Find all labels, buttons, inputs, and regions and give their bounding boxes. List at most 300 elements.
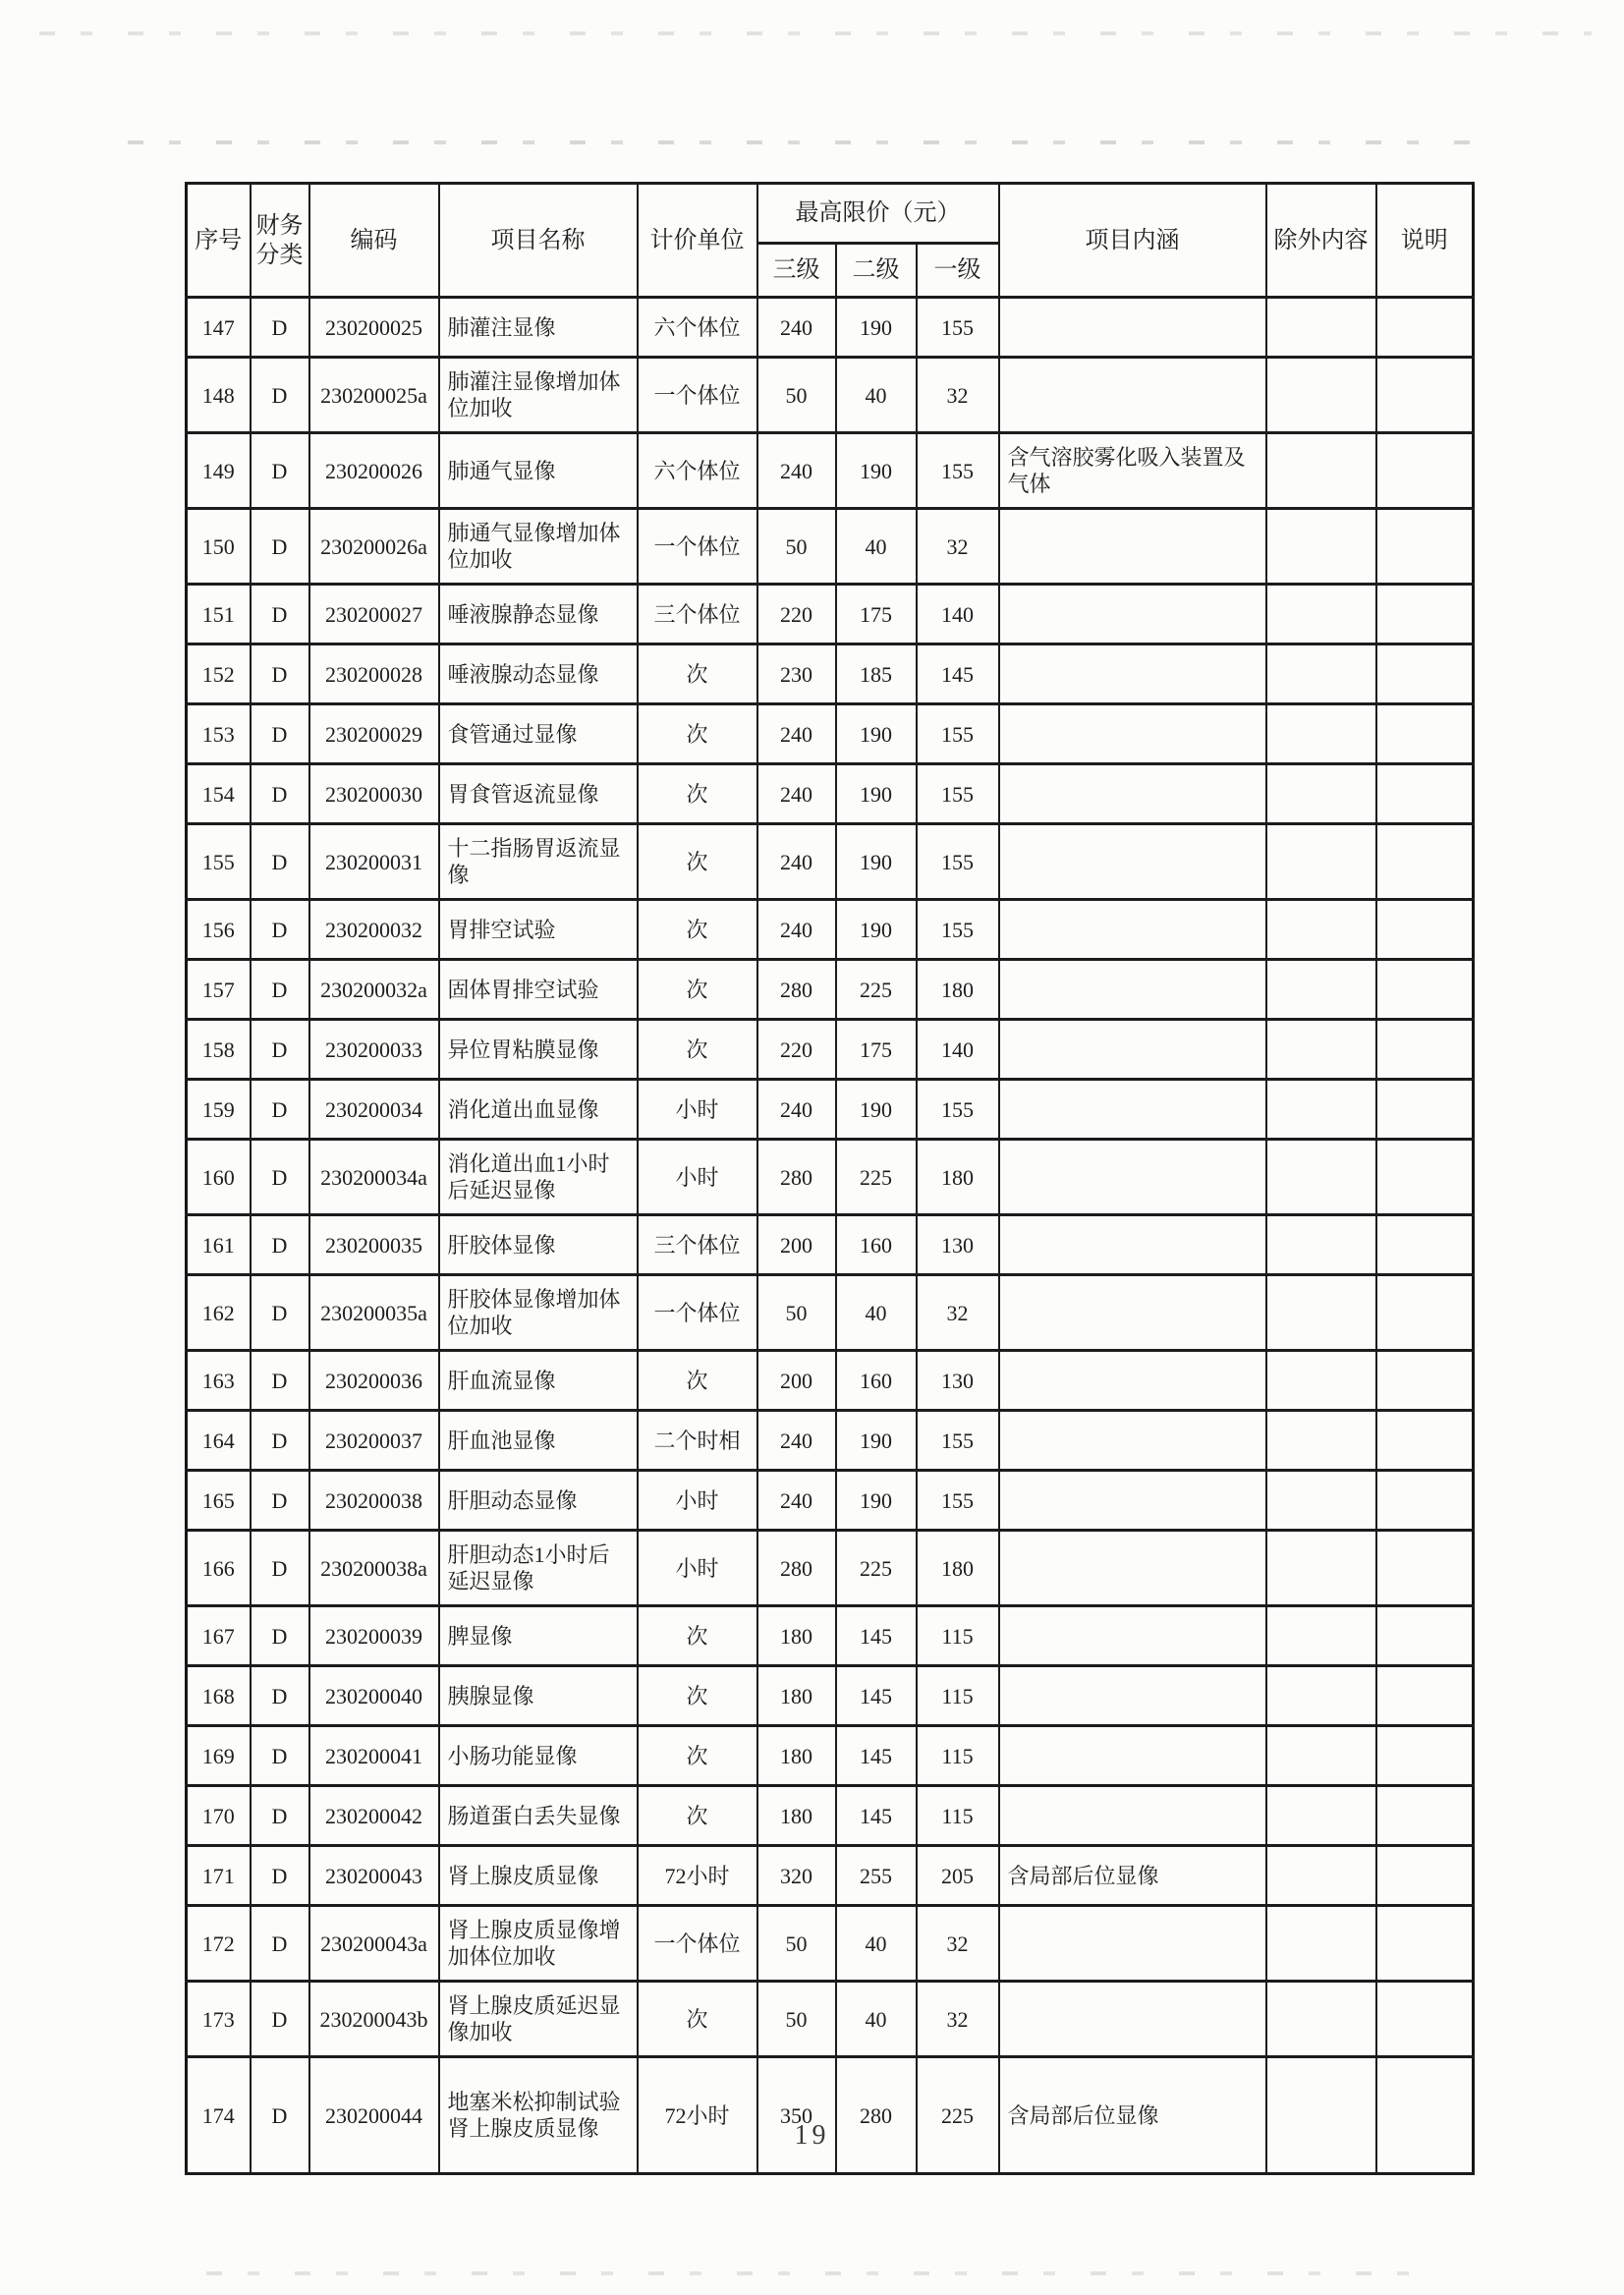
cell-remark: [1376, 585, 1474, 644]
cell-finance-class: D: [251, 900, 309, 960]
cell-serial: 147: [187, 298, 251, 358]
cell-item-name: 胰腺显像: [439, 1666, 638, 1726]
cell-item-content: [999, 960, 1266, 1020]
cell-item-content: [999, 1020, 1266, 1080]
cell-exclusions: [1266, 1080, 1376, 1140]
header-code: 编码: [309, 184, 439, 298]
cell-price-tier2: 225: [836, 960, 917, 1020]
cell-unit: 次: [638, 704, 757, 764]
cell-item-name: 肝血流显像: [439, 1351, 638, 1411]
cell-item-content: [999, 358, 1266, 433]
table-row: [187, 1351, 1474, 1411]
cell-item-content: 含局部后位显像: [999, 2057, 1266, 2174]
cell-item-name: 胃食管返流显像: [439, 764, 638, 824]
cell-code: 230200043: [309, 1846, 439, 1906]
cell-price-tier2: 190: [836, 764, 917, 824]
cell-serial: 161: [187, 1215, 251, 1275]
cell-serial: 157: [187, 960, 251, 1020]
header-unit: 计价单位: [638, 184, 757, 298]
cell-price-tier2: 145: [836, 1786, 917, 1846]
cell-unit: 次: [638, 1982, 757, 2057]
cell-remark: [1376, 1531, 1474, 1606]
cell-price-tier1: 140: [917, 1020, 999, 1080]
cell-price-tier2: 225: [836, 1531, 917, 1606]
cell-price-tier3: 50: [757, 1906, 836, 1982]
cell-finance-class: D: [251, 1020, 309, 1080]
cell-item-content: [999, 1140, 1266, 1215]
cell-remark: [1376, 900, 1474, 960]
header-tier1: 一级: [917, 244, 999, 298]
cell-serial: 155: [187, 824, 251, 900]
cell-price-tier1: 155: [917, 1080, 999, 1140]
table-row: [187, 900, 1474, 960]
cell-price-tier3: 200: [757, 1351, 836, 1411]
cell-item-content: 含局部后位显像: [999, 1846, 1266, 1906]
cell-exclusions: [1266, 900, 1376, 960]
cell-unit: 72小时: [638, 2057, 757, 2174]
table-row: [187, 1531, 1474, 1606]
header-tier2: 二级: [836, 244, 917, 298]
cell-exclusions: [1266, 1351, 1376, 1411]
cell-unit: 一个体位: [638, 509, 757, 585]
cell-exclusions: [1266, 585, 1376, 644]
cell-exclusions: [1266, 644, 1376, 704]
cell-exclusions: [1266, 433, 1376, 509]
cell-price-tier1: 180: [917, 1140, 999, 1215]
cell-item-content: [999, 1906, 1266, 1982]
cell-remark: [1376, 1411, 1474, 1471]
cell-serial: 159: [187, 1080, 251, 1140]
cell-price-tier3: 280: [757, 1531, 836, 1606]
cell-exclusions: [1266, 1846, 1376, 1906]
cell-unit: 小时: [638, 1471, 757, 1531]
cell-item-content: [999, 298, 1266, 358]
cell-price-tier3: 50: [757, 1982, 836, 2057]
cell-remark: [1376, 704, 1474, 764]
cell-finance-class: D: [251, 1215, 309, 1275]
cell-item-content: [999, 1666, 1266, 1726]
cell-serial: 166: [187, 1531, 251, 1606]
cell-price-tier1: 32: [917, 509, 999, 585]
cell-code: 230200026a: [309, 509, 439, 585]
cell-remark: [1376, 1786, 1474, 1846]
cell-serial: 160: [187, 1140, 251, 1215]
cell-unit: 次: [638, 824, 757, 900]
cell-exclusions: [1266, 1666, 1376, 1726]
cell-serial: 163: [187, 1351, 251, 1411]
cell-code: 230200038a: [309, 1531, 439, 1606]
cell-item-name: 肾上腺皮质显像增加体位加收: [439, 1906, 638, 1982]
cell-price-tier3: 240: [757, 1471, 836, 1531]
cell-code: 230200026: [309, 433, 439, 509]
header-finance-class: 财务分类: [251, 184, 309, 298]
cell-unit: 次: [638, 644, 757, 704]
cell-unit: 一个体位: [638, 1275, 757, 1351]
cell-exclusions: [1266, 1411, 1376, 1471]
cell-unit: 次: [638, 1351, 757, 1411]
cell-item-content: [999, 585, 1266, 644]
cell-finance-class: D: [251, 1080, 309, 1140]
cell-serial: 174: [187, 2057, 251, 2174]
cell-serial: 173: [187, 1982, 251, 2057]
cell-code: 230200040: [309, 1666, 439, 1726]
cell-unit: 72小时: [638, 1846, 757, 1906]
cell-finance-class: D: [251, 298, 309, 358]
cell-exclusions: [1266, 1531, 1376, 1606]
cell-remark: [1376, 644, 1474, 704]
cell-price-tier2: 190: [836, 298, 917, 358]
cell-code: 230200028: [309, 644, 439, 704]
cell-price-tier1: 130: [917, 1351, 999, 1411]
cell-item-content: [999, 704, 1266, 764]
cell-item-name: 胃排空试验: [439, 900, 638, 960]
cell-item-name: 消化道出血1小时后延迟显像: [439, 1140, 638, 1215]
cell-price-tier2: 190: [836, 824, 917, 900]
cell-unit: 六个体位: [638, 433, 757, 509]
cell-item-name: 肝血池显像: [439, 1411, 638, 1471]
cell-serial: 158: [187, 1020, 251, 1080]
cell-remark: [1376, 1215, 1474, 1275]
table-row: [187, 1786, 1474, 1846]
cell-exclusions: [1266, 1606, 1376, 1666]
cell-item-content: 含气溶胶雾化吸入装置及气体: [999, 433, 1266, 509]
table-row: [187, 433, 1474, 509]
cell-remark: [1376, 1606, 1474, 1666]
cell-item-name: 小肠功能显像: [439, 1726, 638, 1786]
cell-price-tier2: 175: [836, 1020, 917, 1080]
cell-serial: 149: [187, 433, 251, 509]
table-row: [187, 1020, 1474, 1080]
cell-unit: 次: [638, 1666, 757, 1726]
cell-price-tier3: 350: [757, 2057, 836, 2174]
cell-remark: [1376, 1020, 1474, 1080]
cell-price-tier2: 40: [836, 1275, 917, 1351]
cell-price-tier1: 115: [917, 1606, 999, 1666]
cell-price-tier1: 180: [917, 960, 999, 1020]
cell-item-name: 食管通过显像: [439, 704, 638, 764]
cell-price-tier1: 155: [917, 824, 999, 900]
header-tier3: 三级: [757, 244, 836, 298]
cell-code: 230200042: [309, 1786, 439, 1846]
cell-item-name: 肝胶体显像增加体位加收: [439, 1275, 638, 1351]
cell-remark: [1376, 1906, 1474, 1982]
cell-price-tier2: 185: [836, 644, 917, 704]
cell-price-tier3: 220: [757, 1020, 836, 1080]
cell-exclusions: [1266, 764, 1376, 824]
cell-item-content: [999, 1606, 1266, 1666]
table-row: [187, 509, 1474, 585]
cell-price-tier3: 180: [757, 1666, 836, 1726]
cell-finance-class: D: [251, 1140, 309, 1215]
cell-price-tier2: 175: [836, 585, 917, 644]
cell-item-name: 肾上腺皮质延迟显像加收: [439, 1982, 638, 2057]
table-row: [187, 298, 1474, 358]
cell-exclusions: [1266, 704, 1376, 764]
cell-price-tier2: 40: [836, 509, 917, 585]
cell-code: 230200043a: [309, 1906, 439, 1982]
cell-price-tier3: 180: [757, 1786, 836, 1846]
cell-price-tier3: 240: [757, 1411, 836, 1471]
table-row: [187, 644, 1474, 704]
cell-unit: 次: [638, 960, 757, 1020]
cell-serial: 151: [187, 585, 251, 644]
cell-remark: [1376, 960, 1474, 1020]
cell-item-name: 肺通气显像: [439, 433, 638, 509]
cell-exclusions: [1266, 2057, 1376, 2174]
cell-remark: [1376, 433, 1474, 509]
cell-price-tier3: 180: [757, 1726, 836, 1786]
header-item-name: 项目名称: [439, 184, 638, 298]
cell-item-name: 肺通气显像增加体位加收: [439, 509, 638, 585]
table-row: [187, 358, 1474, 433]
cell-serial: 170: [187, 1786, 251, 1846]
scan-noise-top: [39, 31, 1592, 35]
header-remark: 说明: [1376, 184, 1474, 298]
cell-price-tier2: 190: [836, 1411, 917, 1471]
cell-serial: 168: [187, 1666, 251, 1726]
cell-finance-class: D: [251, 358, 309, 433]
table-row: [187, 585, 1474, 644]
cell-item-name: 固体胃排空试验: [439, 960, 638, 1020]
cell-code: 230200027: [309, 585, 439, 644]
cell-finance-class: D: [251, 1411, 309, 1471]
table-row: [187, 1411, 1474, 1471]
cell-price-tier3: 320: [757, 1846, 836, 1906]
cell-exclusions: [1266, 1726, 1376, 1786]
table-row: [187, 1846, 1474, 1906]
cell-unit: 次: [638, 1726, 757, 1786]
cell-exclusions: [1266, 1906, 1376, 1982]
table-row: [187, 1982, 1474, 2057]
table-row: [187, 1606, 1474, 1666]
cell-price-tier3: 50: [757, 509, 836, 585]
cell-item-name: 唾液腺动态显像: [439, 644, 638, 704]
cell-serial: 164: [187, 1411, 251, 1471]
cell-price-tier1: 145: [917, 644, 999, 704]
cell-code: 230200030: [309, 764, 439, 824]
cell-price-tier3: 240: [757, 298, 836, 358]
cell-price-tier3: 240: [757, 900, 836, 960]
cell-price-tier1: 155: [917, 764, 999, 824]
table-row: [187, 960, 1474, 1020]
cell-code: 230200039: [309, 1606, 439, 1666]
cell-code: 230200032: [309, 900, 439, 960]
cell-unit: 小时: [638, 1140, 757, 1215]
cell-price-tier2: 280: [836, 2057, 917, 2174]
cell-unit: 次: [638, 900, 757, 960]
table-body: [187, 298, 1474, 2174]
cell-remark: [1376, 1666, 1474, 1726]
cell-item-name: 异位胃粘膜显像: [439, 1020, 638, 1080]
cell-serial: 162: [187, 1275, 251, 1351]
cell-remark: [1376, 1351, 1474, 1411]
cell-price-tier1: 32: [917, 1275, 999, 1351]
cell-price-tier2: 190: [836, 433, 917, 509]
cell-item-name: 消化道出血显像: [439, 1080, 638, 1140]
cell-price-tier2: 160: [836, 1215, 917, 1275]
cell-price-tier3: 180: [757, 1606, 836, 1666]
cell-item-content: [999, 764, 1266, 824]
cell-price-tier2: 160: [836, 1351, 917, 1411]
cell-item-content: [999, 1471, 1266, 1531]
page-number: 19: [794, 2120, 830, 2151]
table-row: [187, 1906, 1474, 1982]
cell-item-content: [999, 900, 1266, 960]
cell-finance-class: D: [251, 1351, 309, 1411]
cell-price-tier3: 240: [757, 824, 836, 900]
cell-remark: [1376, 509, 1474, 585]
cell-price-tier3: 240: [757, 433, 836, 509]
table-row: [187, 764, 1474, 824]
cell-price-tier3: 230: [757, 644, 836, 704]
table-row: [187, 1140, 1474, 1215]
cell-exclusions: [1266, 1471, 1376, 1531]
cell-remark: [1376, 298, 1474, 358]
cell-price-tier2: 40: [836, 358, 917, 433]
cell-price-tier2: 255: [836, 1846, 917, 1906]
cell-price-tier1: 115: [917, 1786, 999, 1846]
cell-finance-class: D: [251, 1786, 309, 1846]
cell-exclusions: [1266, 298, 1376, 358]
cell-remark: [1376, 1471, 1474, 1531]
cell-item-name: 地塞米松抑制试验肾上腺皮质显像: [439, 2057, 638, 2174]
cell-exclusions: [1266, 1215, 1376, 1275]
cell-finance-class: D: [251, 824, 309, 900]
header-serial: 序号: [187, 184, 251, 298]
cell-item-content: [999, 1786, 1266, 1846]
cell-code: 230200029: [309, 704, 439, 764]
cell-unit: 小时: [638, 1531, 757, 1606]
cell-finance-class: D: [251, 1982, 309, 2057]
cell-unit: 次: [638, 1786, 757, 1846]
cell-finance-class: D: [251, 585, 309, 644]
cell-finance-class: D: [251, 704, 309, 764]
cell-item-content: [999, 1351, 1266, 1411]
cell-unit: 一个体位: [638, 358, 757, 433]
cell-item-name: 十二指肠胃返流显像: [439, 824, 638, 900]
cell-code: 230200041: [309, 1726, 439, 1786]
cell-price-tier2: 40: [836, 1906, 917, 1982]
cell-code: 230200034a: [309, 1140, 439, 1215]
cell-finance-class: D: [251, 960, 309, 1020]
cell-serial: 171: [187, 1846, 251, 1906]
cell-finance-class: D: [251, 1726, 309, 1786]
cell-unit: 三个体位: [638, 1215, 757, 1275]
cell-code: 230200032a: [309, 960, 439, 1020]
cell-serial: 153: [187, 704, 251, 764]
cell-finance-class: D: [251, 644, 309, 704]
cell-item-name: 肝胆动态显像: [439, 1471, 638, 1531]
cell-item-content: [999, 1982, 1266, 2057]
cell-remark: [1376, 824, 1474, 900]
cell-price-tier2: 145: [836, 1666, 917, 1726]
cell-finance-class: D: [251, 764, 309, 824]
cell-price-tier1: 32: [917, 1906, 999, 1982]
cell-exclusions: [1266, 1275, 1376, 1351]
cell-code: 230200025a: [309, 358, 439, 433]
cell-code: 230200044: [309, 2057, 439, 2174]
cell-price-tier1: 130: [917, 1215, 999, 1275]
cell-price-tier1: 115: [917, 1666, 999, 1726]
cell-price-tier3: 50: [757, 1275, 836, 1351]
cell-price-tier1: 115: [917, 1726, 999, 1786]
cell-item-name: 唾液腺静态显像: [439, 585, 638, 644]
cell-remark: [1376, 358, 1474, 433]
cell-item-content: [999, 1215, 1266, 1275]
cell-code: 230200034: [309, 1080, 439, 1140]
cell-serial: 156: [187, 900, 251, 960]
cell-serial: 150: [187, 509, 251, 585]
cell-code: 230200037: [309, 1411, 439, 1471]
cell-finance-class: D: [251, 509, 309, 585]
cell-price-tier2: 190: [836, 1471, 917, 1531]
cell-serial: 169: [187, 1726, 251, 1786]
table-header: [187, 184, 1474, 298]
cell-exclusions: [1266, 509, 1376, 585]
table-row: [187, 1080, 1474, 1140]
cell-item-content: [999, 1411, 1266, 1471]
cell-finance-class: D: [251, 1275, 309, 1351]
cell-price-tier3: 50: [757, 358, 836, 433]
cell-exclusions: [1266, 358, 1376, 433]
cell-finance-class: D: [251, 1846, 309, 1906]
cell-price-tier1: 155: [917, 433, 999, 509]
cell-price-tier3: 280: [757, 1140, 836, 1215]
cell-price-tier1: 32: [917, 1982, 999, 2057]
table-row: [187, 2057, 1474, 2174]
header-max-price: 最高限价（元）: [757, 184, 999, 244]
cell-unit: 次: [638, 764, 757, 824]
cell-serial: 167: [187, 1606, 251, 1666]
cell-code: 230200043b: [309, 1982, 439, 2057]
header-row-main: [187, 184, 1474, 244]
cell-code: 230200033: [309, 1020, 439, 1080]
cell-unit: 小时: [638, 1080, 757, 1140]
cell-price-tier2: 40: [836, 1982, 917, 2057]
cell-item-content: [999, 1275, 1266, 1351]
cell-remark: [1376, 1846, 1474, 1906]
cell-finance-class: D: [251, 1906, 309, 1982]
cell-finance-class: D: [251, 1606, 309, 1666]
cell-price-tier3: 240: [757, 1080, 836, 1140]
cell-item-name: 肝胆动态1小时后延迟显像: [439, 1531, 638, 1606]
cell-item-name: 肺灌注显像增加体位加收: [439, 358, 638, 433]
cell-exclusions: [1266, 1020, 1376, 1080]
cell-item-name: 肝胶体显像: [439, 1215, 638, 1275]
cell-code: 230200025: [309, 298, 439, 358]
cell-unit: 一个体位: [638, 1906, 757, 1982]
cell-code: 230200035: [309, 1215, 439, 1275]
cell-exclusions: [1266, 1786, 1376, 1846]
cell-item-name: 肺灌注显像: [439, 298, 638, 358]
cell-code: 230200038: [309, 1471, 439, 1531]
cell-code: 230200036: [309, 1351, 439, 1411]
scan-noise-bottom: [206, 2271, 1425, 2275]
cell-price-tier2: 190: [836, 1080, 917, 1140]
cell-serial: 154: [187, 764, 251, 824]
cell-price-tier1: 32: [917, 358, 999, 433]
cell-unit: 三个体位: [638, 585, 757, 644]
table-row: [187, 704, 1474, 764]
cell-remark: [1376, 764, 1474, 824]
cell-price-tier1: 155: [917, 704, 999, 764]
table-row: [187, 1726, 1474, 1786]
cell-exclusions: [1266, 824, 1376, 900]
cell-serial: 165: [187, 1471, 251, 1531]
cell-remark: [1376, 1080, 1474, 1140]
cell-price-tier1: 155: [917, 298, 999, 358]
table-row: [187, 1471, 1474, 1531]
